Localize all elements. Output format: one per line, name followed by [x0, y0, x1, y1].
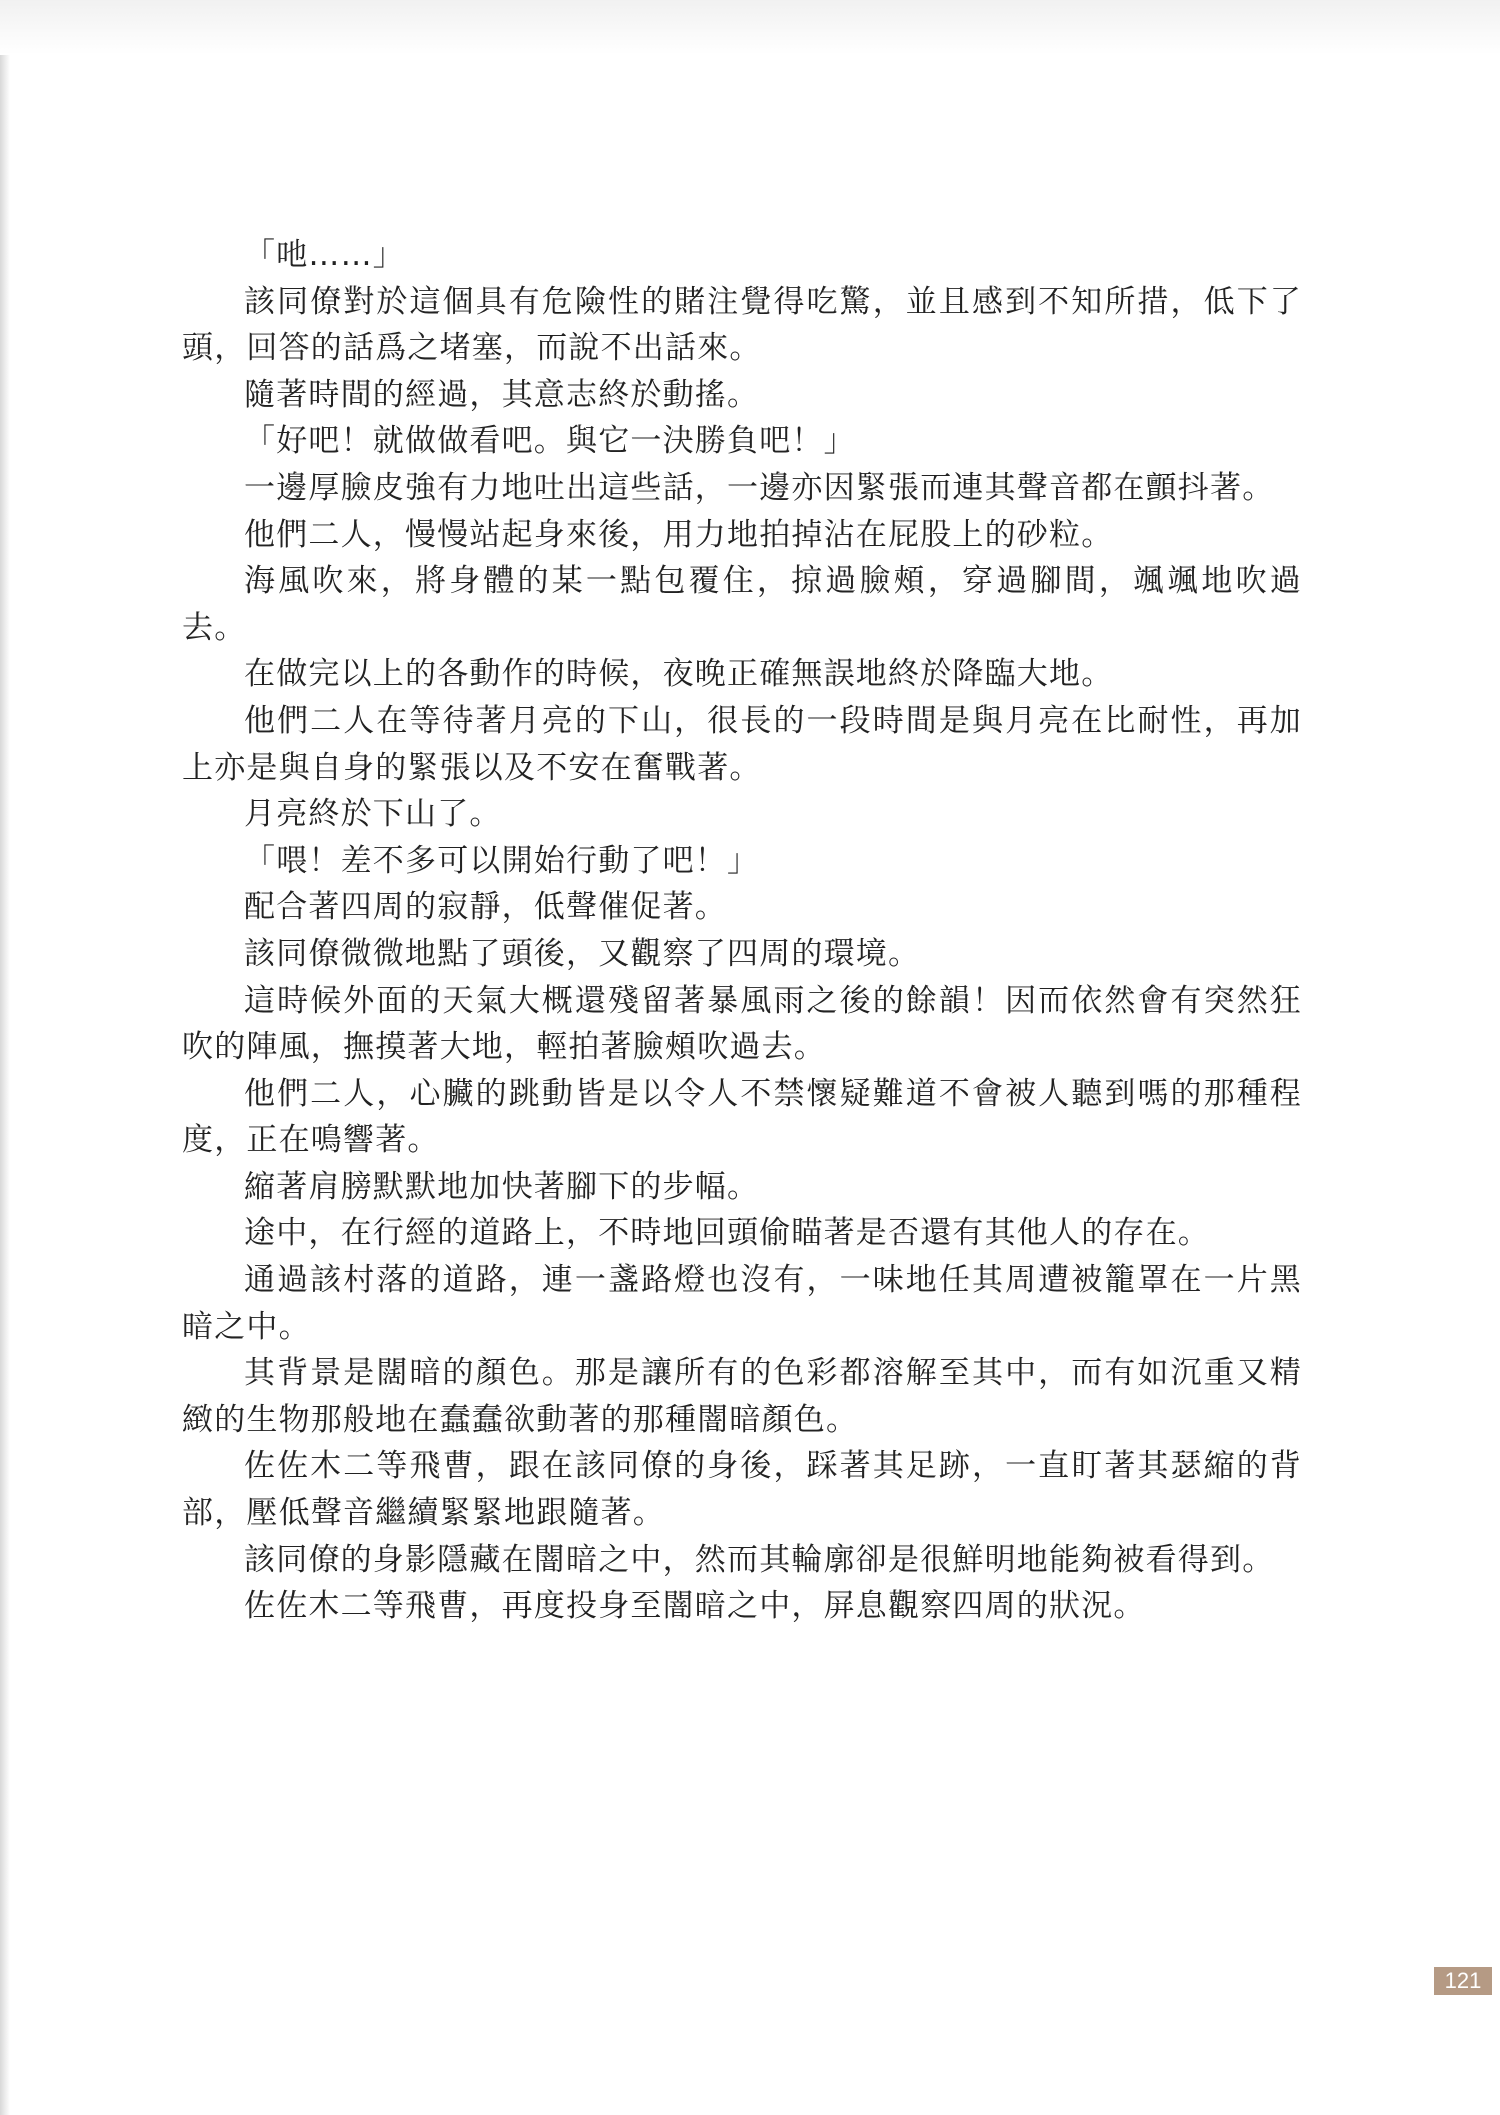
paragraph: 縮著肩膀默默地加快著腳下的步幅。	[244, 1168, 760, 1205]
paragraph: 這時候外面的天氣大概還殘留著暴風雨之後的餘韻！因而依然會有突然狂吹的陣風，撫摸著大地，輕拍著臉頰吹過去。	[182, 982, 1302, 1066]
paragraph: 配合著四周的寂靜，低聲催促著。	[244, 889, 727, 926]
paragraph: 該同僚微微地點了頭後，又觀察了四周的環境。	[244, 935, 921, 972]
paragraph: 「喂！差不多可以開始行動了吧！」	[244, 842, 760, 879]
paragraph: 在做完以上的各動作的時候，夜晚正確無誤地終於降臨大地。	[244, 656, 1114, 693]
paragraph: 該同僚對於這個具有危險性的賭注覺得吃驚，並且感到不知所措，低下了頭，回答的話爲之堵塞，而說不出話來。	[182, 283, 1302, 367]
paragraph: 「好吧！就做做看吧。與它一決勝負吧！」	[244, 423, 856, 460]
paragraph: 月亮終於下山了。	[244, 796, 502, 833]
paragraph: 他們二人，心臟的跳動皆是以令人不禁懷疑難道不會被人聽到嗎的那種程度，正在鳴響著。	[182, 1075, 1302, 1159]
paragraph: 佐佐木二等飛曹，跟在該同僚的身後，踩著其足跡，一直盯著其瑟縮的背部，壓低聲音繼續緊緊地跟隨著。	[182, 1448, 1302, 1532]
paragraph: 途中，在行經的道路上，不時地回頭偷瞄著是否還有其他人的存在。	[244, 1215, 1210, 1252]
paragraph: 海風吹來，將身體的某一點包覆住，掠過臉頰，穿過腳間，颯颯地吹過去。	[182, 563, 1302, 646]
paragraph: 他們二人，慢慢站起身來後，用力地拍掉沾在屁股上的砂粒。	[244, 516, 1114, 553]
paragraph: 一邊厚臉皮強有力地吐出這些話，一邊亦因緊張而連其聲音都在顫抖著。	[244, 469, 1275, 506]
paragraph: 「吔……」	[244, 237, 405, 273]
paragraph: 通過該村落的道路，連一盞路燈也沒有，一味地任其周遭被籠罩在一片黑暗之中。	[182, 1262, 1302, 1345]
scan-shadow-left	[0, 0, 10, 2115]
scan-shadow-top	[0, 0, 1500, 55]
paragraph: 隨著時間的經過，其意志終於動搖。	[244, 376, 760, 413]
page-body	[182, 232, 1302, 1630]
paragraph: 該同僚的身影隱藏在闇暗之中，然而其輪廓卻是很鮮明地能夠被看得到。	[244, 1541, 1275, 1578]
page-number: 121	[1434, 1967, 1492, 1995]
paragraph: 佐佐木二等飛曹，再度投身至闇暗之中，屏息觀察四周的狀況。	[244, 1588, 1146, 1625]
paragraph: 他們二人在等待著月亮的下山，很長的一段時間是與月亮在比耐性，再加上亦是與自身的緊張以及不安在奮戰著。	[182, 702, 1302, 786]
paragraph: 其背景是闊暗的顏色。那是讓所有的色彩都溶解至其中，而有如沉重又精緻的生物那般地在蠢蠢欲動著的那種闇暗顏色。	[182, 1355, 1302, 1438]
